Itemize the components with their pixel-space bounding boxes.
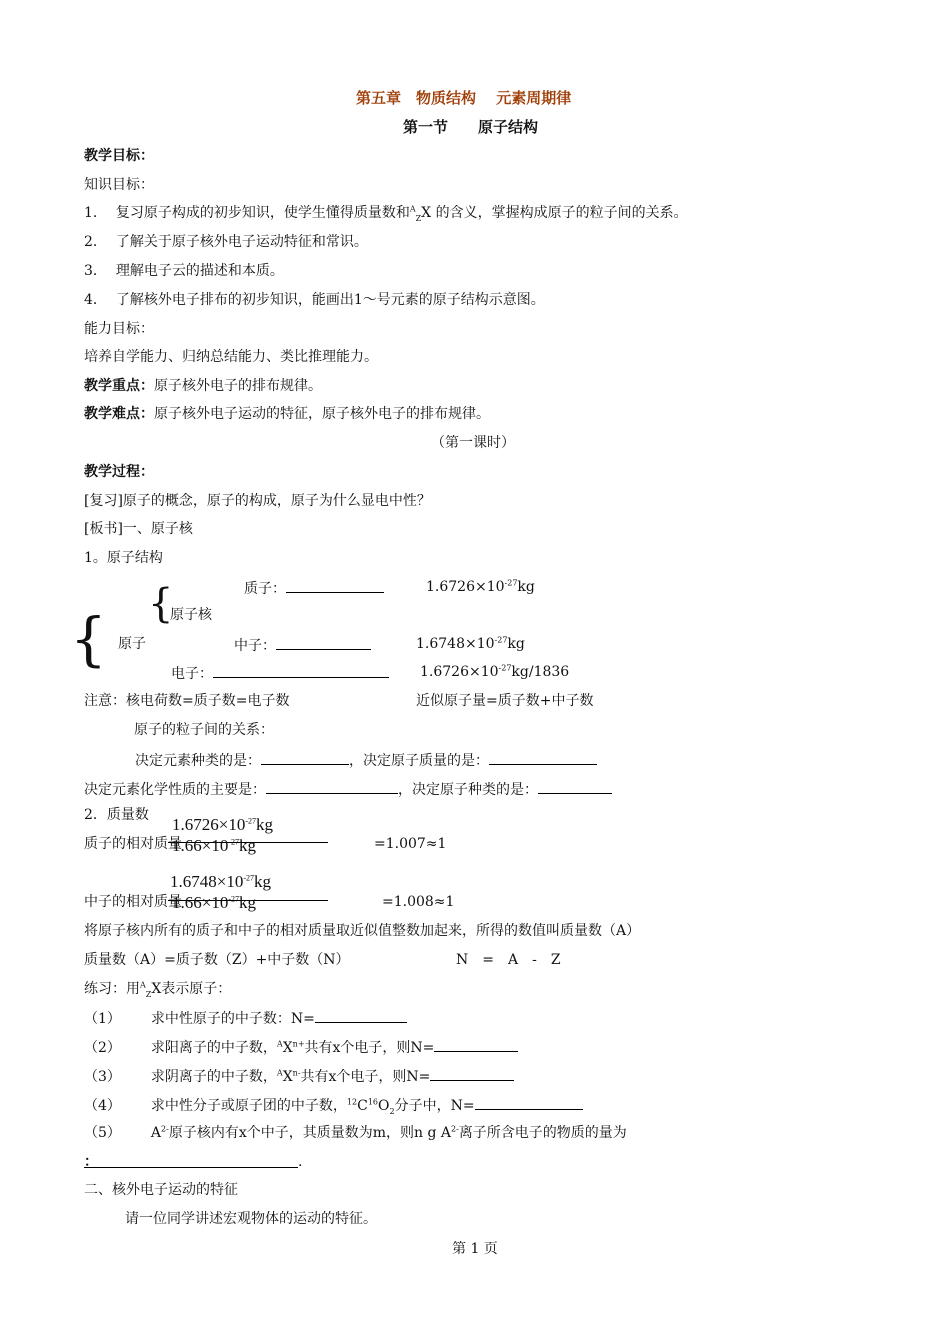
electron-row: 电子：	[171, 663, 389, 683]
exercise-item-2: （2） 求阳离子的中子数，$^AX^{n+}$共有x个电子，则N=	[84, 1037, 518, 1057]
atom-label: 原子	[118, 636, 146, 652]
exercise-item-5: （5） $A^{2-}$原子核内有x个中子，其质量数为m，则n g $A^{2-}$离子所含电子的物质的量为	[84, 1124, 627, 1141]
exercise-item-3: （3） 求阴离子的中子数，$^AX^{n-}$共有x个电子，则N=	[84, 1066, 514, 1086]
note-charge: 注意：核电荷数=质子数=电子数	[84, 693, 290, 709]
knowledge-heading: 知识目标：	[84, 177, 154, 193]
neutron-fraction-numerator: $1.6748\times 10^{-27}kg$	[170, 872, 272, 891]
neutron-row: 中子：	[234, 635, 371, 655]
board-line: [板书]一、原子核	[84, 521, 193, 537]
proton-relative-mass-result: =1.007≈1	[374, 836, 447, 852]
objective-item-1: 1． 复习原子构成的初步知识，使学生懂得质量数和$^A_Z$X 的含义，掌握构成原子的粒子间的关系。	[84, 204, 688, 223]
exercise-item-4: （4） 求中性分子或原子团的中子数，$^{12}C^{16}O_2$分子中，N=	[84, 1095, 583, 1115]
neutron-mass: $1.6748\times 10^{-27}kg$	[416, 635, 525, 652]
relation-heading: 原子的粒子间的关系：	[134, 722, 274, 738]
difficulty: 教学难点：原子核外电子运动的特征，原子核外电子的排布规律。	[84, 406, 490, 422]
exercise-heading: 练习：用$^A_Z$X表示原子：	[84, 980, 232, 999]
question-line-1: 决定元素种类的是： ，决定原子质量的是：	[135, 750, 597, 770]
key-point: 教学重点：原子核外电子的排布规律。	[84, 378, 322, 394]
chapter-title: 第五章 物质结构 元素周期律	[356, 89, 572, 107]
ability-heading: 能力目标：	[84, 321, 154, 337]
neutron-relative-mass-result: =1.008≈1	[382, 894, 455, 910]
section-title: 第一节 原子结构	[403, 118, 539, 136]
proton-mass: $1.6726\times 10^{-27}kg$	[426, 578, 535, 595]
objectives-heading: 教学目标：	[84, 148, 154, 164]
objective-item-3: 3． 理解电子云的描述和本质。	[84, 263, 284, 279]
exercise-item-5-answer: ： .	[84, 1154, 303, 1170]
lesson-label: （第一课时）	[431, 435, 515, 451]
ability-text: 培养自学能力、归纳总结能力、类比推理能力。	[84, 349, 378, 365]
page-number: 第 1 页	[452, 1241, 498, 1257]
neutron-fraction-denominator: $1.66\times 10^{-27}kg$	[172, 893, 257, 912]
outer-brace-icon: {	[70, 605, 107, 673]
mass-number-formula: 质量数（A）=质子数（Z）+中子数（N）	[84, 952, 350, 968]
mass-number-heading: 2．质量数	[84, 807, 149, 823]
neutron-relative-mass-label: 中子的相对质量	[84, 894, 182, 910]
exercise-item-1: （1） 求中性原子的中子数：N=	[84, 1008, 407, 1028]
process-heading: 教学过程：	[84, 464, 154, 480]
note-atomic-weight: 近似原子量=质子数+中子数	[416, 693, 594, 709]
section2-text: 请一位同学讲述宏观物体的运动的特征。	[125, 1211, 377, 1227]
proton-row: 质子：	[244, 578, 384, 598]
proton-fraction-numerator: $1.6726\times 10^{-27}kg$	[172, 815, 274, 834]
objective-item-4: 4． 了解核外电子排布的初步知识，能画出1～号元素的原子结构示意图。	[84, 292, 545, 308]
nucleus-label: 原子核	[170, 607, 212, 623]
inner-brace-icon: {	[148, 581, 174, 627]
neutron-formula: N = A - Z	[456, 952, 561, 968]
review-line: [复习]原子的概念，原子的构成，原子为什么显电中性？	[84, 493, 431, 509]
question-line-2: 决定元素化学性质的主要是： ，决定原子种类的是：	[84, 779, 612, 799]
objective-item-2: 2． 了解关于原子核外电子运动特征和常识。	[84, 234, 368, 250]
electron-mass: $1.6726\times 10^{-27}kg/1836$	[420, 663, 570, 680]
mass-number-definition: 将原子核内所有的质子和中子的相对质量取近似值整数加起来，所得的数值叫质量数（A）	[84, 923, 641, 939]
sub-heading-structure: 1。原子结构	[84, 550, 163, 566]
proton-relative-mass-label: 质子的相对质量	[84, 836, 182, 852]
section2-heading: 二、核外电子运动的特征	[84, 1182, 238, 1198]
proton-fraction-denominator: $1.66\times 10^{-27}kg$	[172, 836, 257, 855]
